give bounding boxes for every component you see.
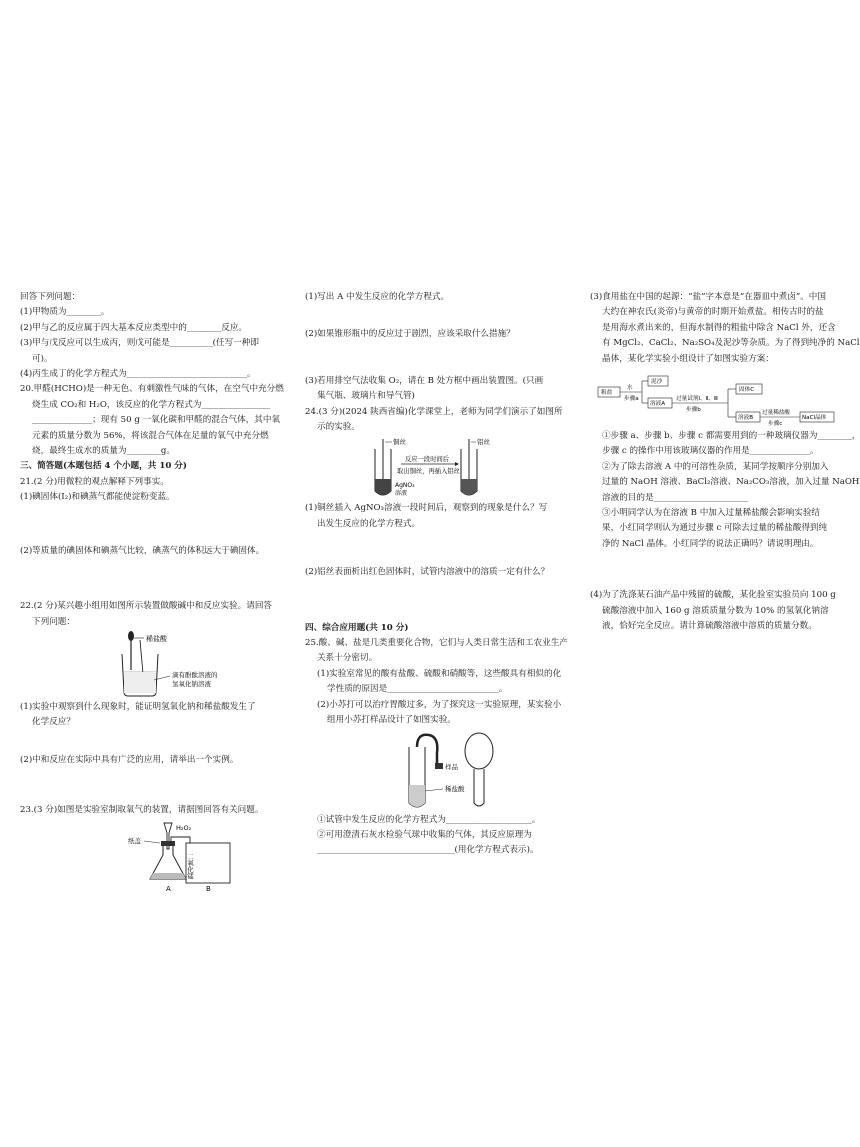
q25-part3-line1: (3)食用盐在中国的起源：“盐”字本意是“在器皿中煮卤”。中国 — [590, 292, 826, 302]
neutralization-apparatus-figure — [20, 630, 292, 700]
q24-part1: (1)铜丝插入 AgNO₃溶液一段时间后，观察到的现象是什么？写 — [305, 503, 548, 514]
step-a-label: 步骤a — [624, 396, 639, 403]
q25-part3-q3-cont: 果，小红同学则认为通过步骤 c 可除去过量的稀盐酸得到纯 — [602, 523, 828, 534]
nacl-crystal-box: NaCl晶体 — [802, 415, 827, 422]
aluminum-wire-label: 铝丝 — [477, 438, 490, 447]
q19-part3: (3)甲与戊反应可以生成丙，则戊可能是__________(任写一种即 — [20, 338, 259, 349]
q25-part1-cont: 学性质的原因是__________________________。 — [327, 684, 508, 695]
section-3-heading: 三、简答题(本题包括 4 个小题，共 10 分) — [20, 461, 187, 472]
q22-part2: (2)中和反应在实际中具有广泛的应用，请举出一个实例。 — [20, 754, 239, 765]
q25-part4-line2: 硫酸溶液中加入 160 g 溶质质量分数为 10% 的氢氧化钠溶 — [602, 605, 829, 616]
q25-stem-cont: 关系十分密切。 — [317, 653, 378, 664]
q25-part1: (1)实验室常见的酸有盐酸、硫酸和硝酸等，这些酸具有相似的化 — [317, 668, 562, 679]
q25-part3-q2-cont2: 溶液的目的是______________________ — [602, 492, 749, 503]
crude-salt-box: 粗盐 — [601, 390, 613, 397]
sediment-box: 泥沙 — [651, 379, 663, 386]
q24-part2: (2)铝丝表面析出红色固体时，试管内溶液中的溶质一定有什么？ — [305, 567, 550, 578]
metal-displacement-figure — [305, 435, 567, 501]
q25-part2-cont: 组用小苏打样品设计了如图实验。 — [327, 715, 456, 726]
middle-column — [305, 290, 567, 859]
q25-part3-q3: ③小明同学认为在溶液 B 中加入过量稀盐酸会影响实验结 — [602, 508, 821, 519]
q20-line1: 20.甲醛(HCHO)是一种无色、有刺激性气味的气体，在空气中充分燃 — [20, 384, 284, 395]
excess-hcl-label: 过量稀盐酸 — [762, 410, 790, 417]
left-column — [20, 290, 292, 897]
swap-wire-label: 取出铜丝，再插入铝丝 — [397, 468, 460, 476]
q22-part1-cont: 化学反应？ — [32, 717, 75, 728]
q19-intro: 回答下列问题： — [20, 292, 81, 302]
apparatus-b-label: B — [206, 884, 211, 893]
solution-label: 溶液 — [395, 490, 408, 498]
q19-part3-cont: 可)。 — [32, 353, 53, 364]
q25-part4-line3: 液，恰好完全反应。请计算硫酸溶液中溶质的质量分数。 — [602, 621, 817, 632]
q20-line5: 烧，最终生成水的质量为________g。 — [32, 446, 176, 457]
q23-part1: (1)写出 A 中发生反应的化学方程式。 — [305, 292, 450, 302]
q23-part3: (3)若用排空气法收集 O₂，请在 B 处方框中画出装置图。(只画 — [305, 375, 544, 386]
q25-part2-q2: ②可用澄清石灰水检验气球中收集的气体，其反应原理为 — [317, 829, 532, 840]
q25-part2: (2)小苏打可以治疗胃酸过多，为了探究这一实验原理，某实验小 — [317, 699, 562, 710]
q25-part3-q1-cont: 步骤 c 的操作中用该玻璃仪器的作用是______________。 — [602, 446, 819, 457]
q23-part2: (2)如果锥形瓶中的反应过于剧烈，应该采取什么措施？ — [305, 329, 515, 340]
salt-purification-flowchart — [590, 367, 845, 429]
q21-part2: (2)等质量的碘固体和碘蒸气比较，碘蒸气的体积远大于碘固体。 — [20, 545, 265, 556]
q23-stem: 23.(3 分)如图是实验室制取氧气的装置，请据图回答有关问题。 — [20, 805, 264, 816]
q25-part2-q2-cont: ________________________________(用化学方程式表示)。 — [317, 845, 539, 856]
q25-part2-q1: ①试管中发生反应的化学方程式为____________________。 — [317, 814, 541, 825]
q24-stem: 24.(3 分)(2024 陕西省编)化学课堂上，老师为同学们演示了如图所 — [305, 406, 563, 417]
hcl-label: 稀盐酸 — [445, 784, 465, 793]
q25-part3-q2: ②为了除去溶液 A 中的可溶性杂质，某同学按顺序分别加入 — [602, 461, 829, 472]
after-reaction-label: 反应一段时间后 — [405, 456, 450, 464]
step-b-label: 步骤b — [686, 407, 701, 414]
q24-stem-cont: 示的实验。 — [317, 422, 360, 433]
q20-line4: 元素的质量分数为 56%，将该混合气体在足量的氧气中充分燃 — [32, 430, 269, 441]
q25-part3-q2-cont: 过量的 NaOH 溶液、BaCl₂溶液、Na₂CO₃溶液，加入过量 NaOH — [602, 477, 860, 488]
copper-wire-label: 铜丝 — [393, 438, 406, 447]
reagents-label: 过量试剂Ⅰ、Ⅱ、Ⅲ — [676, 396, 718, 403]
dilute-hcl-label: 稀盐酸 — [146, 634, 167, 643]
solution-a-box: 溶液A — [650, 401, 666, 408]
q20-line2: 烧生成 CO₂和 H₂O，该反应的化学方程式为________________ — [32, 399, 271, 410]
baking-soda-balloon-figure — [305, 729, 567, 813]
q19-part1: (1)甲物质为________。 — [20, 307, 110, 318]
q25-part4-line1: (4)为了洗涤某石油产品中残留的硫酸，某化验室实验员向 100 g — [590, 590, 836, 601]
mno2-label: 二氧化锰 — [186, 852, 194, 879]
q21-part1: (1)碘固体(I₂)和碘蒸气都能使淀粉变蓝。 — [20, 492, 175, 503]
water-label: 水 — [627, 385, 633, 392]
naoh-solution-label: 氢氧化钠溶液 — [172, 679, 211, 688]
stopper-label: 纸盖 — [128, 836, 141, 845]
step-c-label: 步骤c — [768, 421, 783, 428]
phenolphthalein-label: 滴有酚酞溶液的 — [172, 670, 218, 679]
q24-part1-cont: 出发生反应的化学方程式。 — [317, 518, 421, 529]
solution-b-box: 溶液B — [738, 415, 754, 422]
q25-stem: 25.酸、碱、盐是几类重要化合物，它们与人类日常生活和工农业生产 — [305, 638, 568, 649]
q22-stem: 22.(2 分)某兴趣小组用如图所示装置做酸碱中和反应实验。请回答 — [20, 601, 273, 612]
apparatus-a-label: A — [166, 884, 171, 893]
q25-part3-line4: 有 MgCl₂、CaCl₂、Na₂SO₄及泥沙等杂质。为了得到纯净的 NaCl — [602, 338, 860, 349]
q25-part3-line3: 是用海水煮出来的，但海水制得的粗盐中除含 NaCl 外，还含 — [602, 322, 836, 333]
q25-part3-q3-cont2: 净的 NaCl 晶体。小红同学的说法正确吗？请说明理由。 — [602, 538, 819, 549]
q22-stem-cont: 下列问题： — [32, 616, 75, 627]
q25-part3-line5: 晶体，某化学实验小组设计了如图实验方案： — [602, 353, 774, 364]
solid-c-box: 固体C — [739, 387, 755, 394]
h2o2-label: H₂O₂ — [176, 823, 192, 832]
q25-part3-line2: 大约在神农氏(炎帝)与黄帝的时期开始煮盐。相传古时的盐 — [602, 307, 824, 318]
sample-label: 样品 — [445, 762, 458, 771]
q20-line3: ______________；现有 50 g 一氧化碳和甲醛的混合气体，其中氧 — [32, 415, 281, 426]
q23-part3-cont: 集气瓶、玻璃片和导气管) — [317, 391, 415, 402]
q19-part2: (2)甲与乙的反应属于四大基本反应类型中的________反应。 — [20, 322, 248, 333]
q25-part3-q1: ①步骤 a、步骤 b、步骤 c 都需要用到的一种玻璃仪器为________， — [602, 431, 860, 442]
oxygen-apparatus-figure — [20, 819, 292, 897]
q19-part4: (4)丙生成丁的化学方程式为____________________________。 — [20, 369, 256, 380]
q22-part1: (1)实验中观察到什么现象时，能证明氢氧化钠和稀盐酸发生了 — [20, 701, 256, 712]
right-column — [590, 290, 860, 635]
agno3-label: AgNO₃ — [395, 482, 415, 490]
section-4-heading: 四、综合应用题(共 10 分) — [305, 622, 409, 633]
q21-stem: 21.(2 分)用微粒的观点解释下列事实。 — [20, 476, 169, 487]
